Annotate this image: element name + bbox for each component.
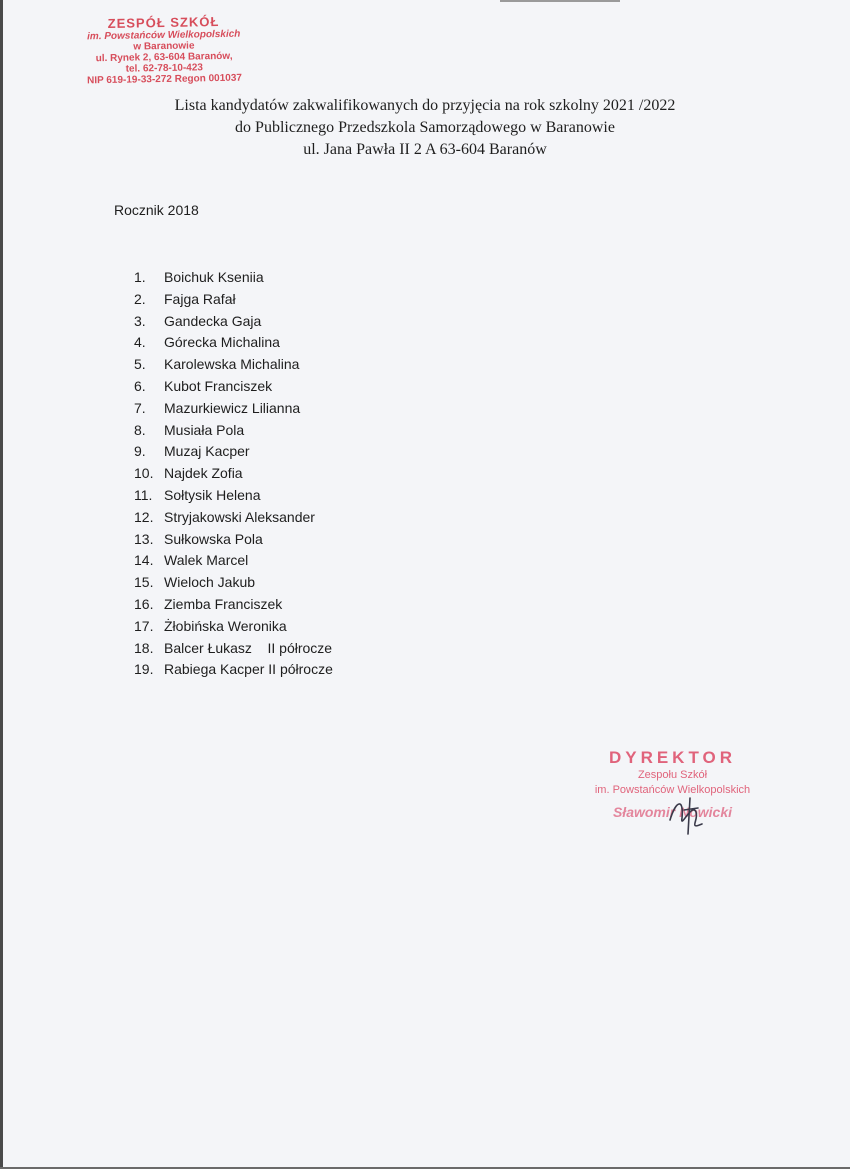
list-item-name: Górecka Michalina bbox=[164, 334, 280, 351]
list-item-number: 16. bbox=[134, 595, 154, 612]
director-stamp-title: DYREKTOR bbox=[608, 748, 737, 767]
list-item-number: 18. bbox=[134, 639, 154, 656]
director-stamp-line: Zespołu Szkół bbox=[637, 769, 708, 781]
list-item-name: Żłobińska Weronika bbox=[164, 617, 287, 634]
list-item-name: Sułkowska Pola bbox=[164, 530, 263, 547]
list-item bbox=[134, 638, 333, 660]
list-item-number: 12. bbox=[134, 508, 154, 525]
list-item-name: Rabiega Kacper II półrocze bbox=[164, 661, 333, 678]
list-item-number: 2. bbox=[134, 290, 146, 307]
list-item-name: Najdek Zofia bbox=[164, 465, 243, 482]
school-stamp-title: ZESPÓŁ SZKÓŁ bbox=[107, 14, 220, 31]
list-item bbox=[134, 507, 333, 529]
candidate-list bbox=[134, 267, 333, 681]
list-item-number: 14. bbox=[134, 552, 154, 569]
list-item-number: 9. bbox=[134, 443, 146, 460]
school-stamp-line: im. Powstańców Wielkopolskich bbox=[87, 28, 241, 43]
list-item-number: 8. bbox=[134, 421, 146, 438]
director-stamp-line: im. Powstańców Wielkopolskich bbox=[594, 784, 751, 796]
list-item-number: 7. bbox=[134, 399, 146, 416]
list-item-name: Fajga Rafał bbox=[164, 290, 236, 307]
list-item bbox=[134, 398, 333, 420]
list-item bbox=[134, 616, 333, 638]
list-item-name: Walek Marcel bbox=[164, 552, 249, 569]
year-label: Rocznik 2018 bbox=[114, 202, 199, 218]
list-item-name: Ziemba Franciszek bbox=[164, 595, 283, 612]
list-item-name: Karolewska Michalina bbox=[164, 356, 300, 373]
list-item-name: Boichuk Kseniia bbox=[164, 269, 264, 285]
list-item bbox=[134, 267, 333, 289]
director-stamp-name: Sławomir Nowicki bbox=[612, 804, 733, 820]
school-stamp-line: NIP 619-19-33-272 Regon 001037 bbox=[86, 72, 243, 87]
school-stamp-line: ul. Rynek 2, 63-604 Baranów, bbox=[95, 50, 233, 65]
list-item bbox=[134, 529, 333, 551]
list-item bbox=[134, 420, 333, 442]
list-item-name: Sołtysik Helena bbox=[164, 486, 261, 503]
list-item-number: 11. bbox=[134, 486, 153, 503]
list-item bbox=[134, 441, 333, 463]
signature-mark bbox=[662, 790, 712, 840]
list-item-name: Gandecka Gaja bbox=[164, 312, 262, 329]
list-item-number: 10. bbox=[134, 465, 154, 482]
list-item bbox=[134, 463, 333, 485]
document-header bbox=[100, 95, 750, 161]
list-item bbox=[134, 659, 333, 681]
list-item bbox=[134, 485, 333, 507]
list-item-number: 4. bbox=[134, 334, 146, 351]
list-item bbox=[134, 550, 333, 572]
header-title-line: Lista kandydatów zakwalifikowanych do przyjęcia na rok szkolny 2021 /2022 bbox=[174, 97, 676, 114]
list-item bbox=[134, 572, 333, 594]
list-item bbox=[134, 289, 333, 311]
list-item-number: 17. bbox=[134, 617, 154, 634]
header-address-line: ul. Jana Pawła II 2 A 63-604 Baranów bbox=[303, 141, 547, 158]
list-item bbox=[134, 354, 333, 376]
list-item-name: Mazurkiewicz Lilianna bbox=[164, 399, 301, 416]
list-item-number: 1. bbox=[134, 269, 146, 285]
list-item-number: 5. bbox=[134, 356, 146, 373]
list-item-number: 15. bbox=[134, 574, 154, 591]
school-stamp-line: tel. 62-78-10-423 bbox=[125, 62, 204, 75]
list-item-number: 19. bbox=[134, 661, 154, 678]
list-item-number: 3. bbox=[134, 312, 146, 329]
list-item-name: Wieloch Jakub bbox=[164, 574, 256, 591]
list-item-number: 13. bbox=[134, 530, 154, 547]
list-item-number: 6. bbox=[134, 377, 146, 394]
list-item bbox=[134, 332, 333, 354]
scan-edge-left bbox=[0, 0, 3, 1169]
list-item bbox=[134, 594, 333, 616]
list-item-name: Musiała Pola bbox=[164, 421, 245, 438]
scan-edge-top bbox=[500, 0, 620, 2]
list-item-name: Muzaj Kacper bbox=[164, 443, 250, 460]
list-item bbox=[134, 376, 333, 398]
school-stamp bbox=[63, 14, 264, 86]
list-item bbox=[134, 311, 333, 333]
school-stamp-line: w Baranowie bbox=[133, 40, 195, 53]
list-item-name: Balcer Łukasz II półrocze bbox=[164, 639, 333, 656]
header-institution-line: do Publicznego Przedszkola Samorządowego w Baranowie bbox=[235, 119, 615, 136]
list-item-name: Kubot Franciszek bbox=[164, 377, 273, 394]
list-item-name: Stryjakowski Aleksander bbox=[164, 508, 315, 525]
